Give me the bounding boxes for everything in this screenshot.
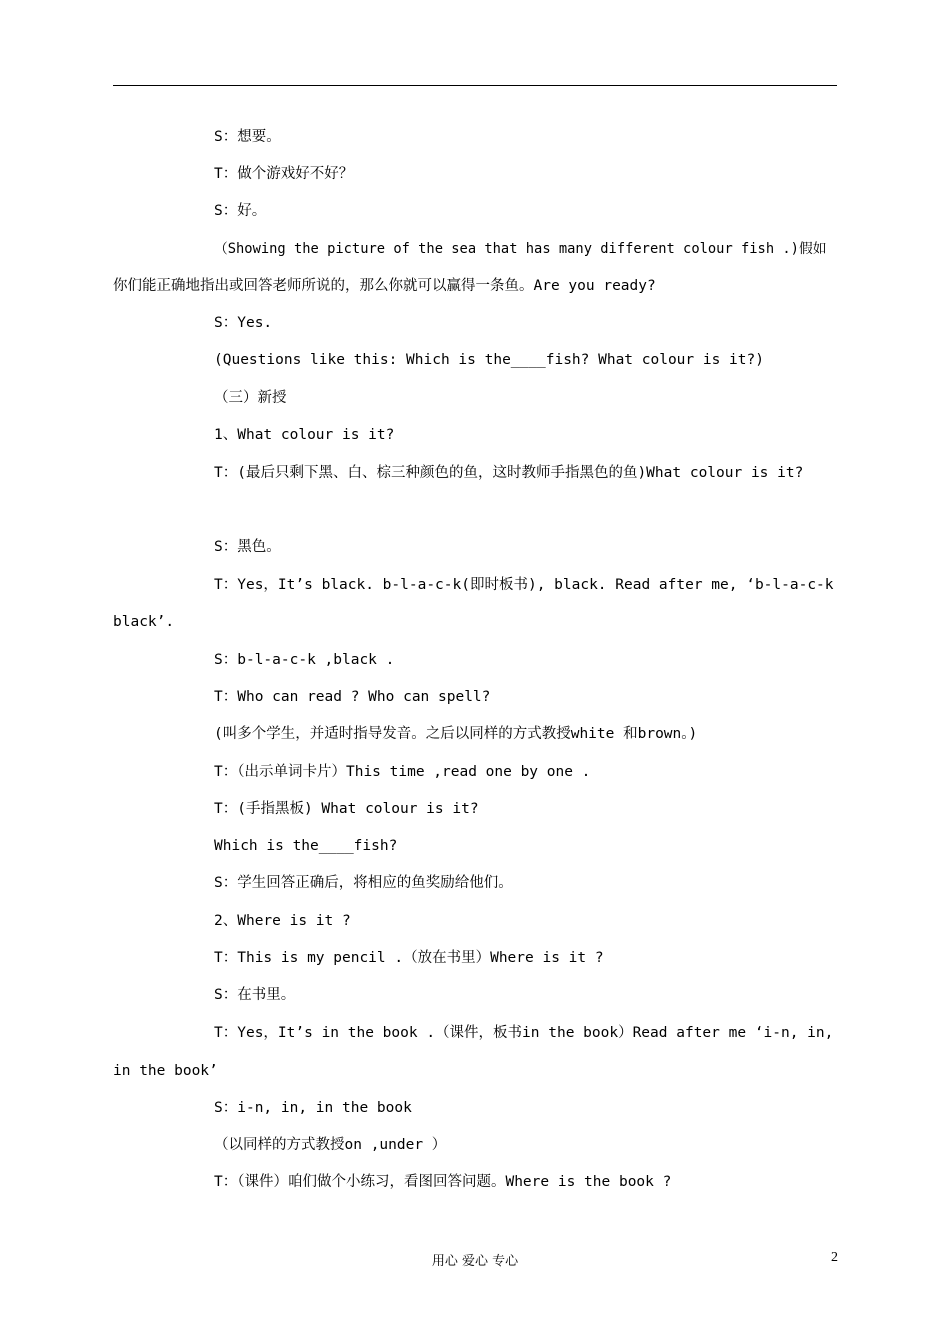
dialogue-line: T：Yes，It’s in the book .（课件，板书in the book）Read after me ‘i-n, in, xyxy=(214,1025,834,1041)
dialogue-line: S：想要。 xyxy=(214,129,281,145)
dialogue-line: Which is the____fish? xyxy=(214,838,398,854)
paragraph-line: 你们能正确地指出或回答老师所说的，那么你就可以赢得一条鱼。Are you ready? xyxy=(113,278,656,294)
footer-motto: 用心 爱心 专心 xyxy=(431,1254,519,1269)
paragraph-line: (Questions like this: Which is the____fish? What colour is it?) xyxy=(214,352,764,368)
dialogue-line: T：Yes，It’s black. b-l-a-c-k(即时板书), black. Read after me, ‘b-l-a-c-k xyxy=(214,577,834,593)
dialogue-line: T：(最后只剩下黑、白、棕三种颜色的鱼，这时教师手指黑色的鱼)What colour is it? xyxy=(214,465,804,481)
dialogue-line: T：This is my pencil .（放在书里）Where is it ? xyxy=(214,950,604,966)
subsection-heading: 1、What colour is it? xyxy=(214,427,395,443)
dialogue-line: T：(手指黑板) What colour is it? xyxy=(214,801,479,817)
dialogue-line: T：（课件）咱们做个小练习，看图回答问题。Where is the book ? xyxy=(214,1174,672,1190)
dialogue-line: T：（出示单词卡片）This time ,read one by one . xyxy=(214,764,591,780)
header-rule xyxy=(113,85,837,86)
section-heading: （三）新授 xyxy=(214,390,287,406)
dialogue-line-continuation: black’. xyxy=(113,614,175,630)
dialogue-line-continuation: in the book’ xyxy=(113,1063,218,1079)
subsection-heading: 2、Where is it ? xyxy=(214,913,351,929)
dialogue-line: S：在书里。 xyxy=(214,987,296,1003)
dialogue-line: S：学生回答正确后，将相应的鱼奖励给他们。 xyxy=(214,875,513,891)
dialogue-line: S：b-l-a-c-k ,black . xyxy=(214,652,395,668)
paragraph-line: (叫多个学生，并适时指导发音。之后以同样的方式教授white 和brown。) xyxy=(214,726,698,742)
dialogue-line: S：好。 xyxy=(214,203,267,219)
dialogue-line: S：i-n, in, in the book xyxy=(214,1100,412,1116)
paragraph-line: （Showing the picture of the sea that has many different colour fish .)假如 xyxy=(214,241,827,257)
dialogue-line: S：黑色。 xyxy=(214,539,281,555)
dialogue-line: T：Who can read ? Who can spell? xyxy=(214,689,491,705)
dialogue-line: T：做个游戏好不好？ xyxy=(214,166,354,182)
dialogue-line: S：Yes. xyxy=(214,315,273,331)
page-number: 2 xyxy=(831,1250,838,1265)
paragraph-line: （以同样的方式教授on ,under ） xyxy=(214,1137,447,1153)
